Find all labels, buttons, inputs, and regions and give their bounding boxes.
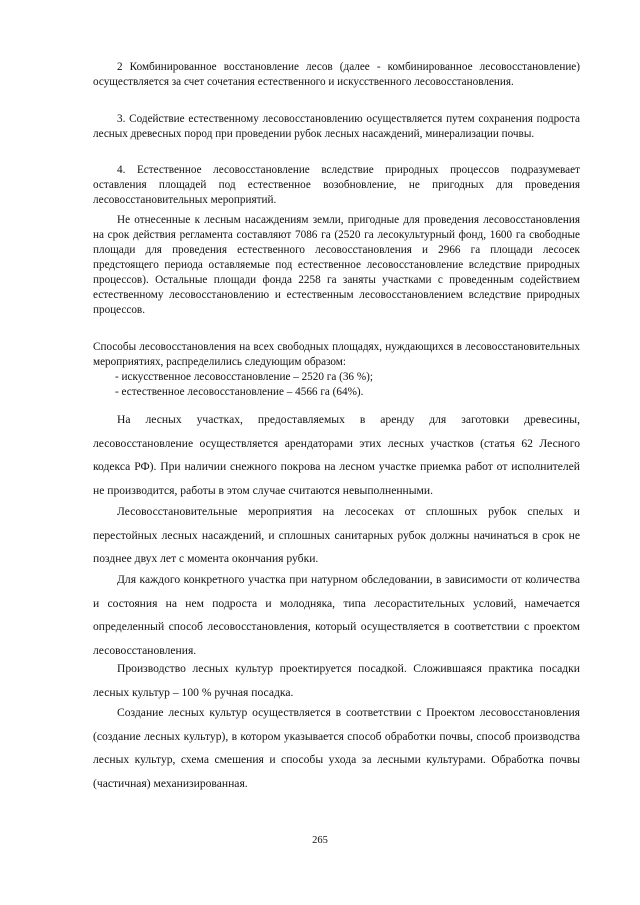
distribution-block — [93, 340, 580, 400]
list-item: - естественное лесовосстановление – 4566 га (64%). — [115, 386, 364, 398]
paragraph-forest-cultures: Создание лесных культур осуществляется в соответствии с Проектом лесовосстановления (создание лесных культур), в котором указывается способ обработки почвы, способ производства лесных культур, схема смешения и способы ухода за лесными культурами. Обработка почвы (частичная) механизированная. — [93, 706, 580, 790]
paragraph-assistance-natural: 3. Содействие естественному лесовосстановлению осуществляется путем сохранения подроста лесных древесных пород при проведении рубок лесных насаждений, минерализации почвы. — [93, 113, 580, 140]
paragraph-site-survey: Для каждого конкретного участка при натурном обследовании, в зависимости от количества и состояния на нем подроста и молодняка, типа лесорастительных условий, намечается определенный способ лесовосстановления, который осуществляется в соответствии с проектом лесовосстановления. — [93, 573, 580, 657]
distribution-lead: Способы лесовосстановления на всех свободных площадях, нуждающихся в лесовосстановительных мероприятиях, распределились следующим образом: — [93, 341, 580, 368]
list-item: - искусственное лесовосстановление – 2520 га (36 %); — [115, 371, 373, 383]
paragraph-planting-practice: Производство лесных культур проектируется посадкой. Сложившаяся практика посадки лесных культур – 100 % ручная посадка. — [93, 662, 580, 699]
distribution-list — [93, 370, 580, 400]
paragraph-lease-restoration: На лесных участках, предоставляемых в аренду для заготовки древесины, лесовосстановление осуществляется арендаторами этих лесных участков (статья 62 Лесного кодекса РФ). При наличии снежного покрова на лесном участке приемка работ от исполнителей не производится, работы в этом случае считаются невыполненными. — [93, 413, 580, 497]
paragraph-natural-restoration: 4. Естественное лесовосстановление вследствие природных процессов подразумевает оставления площадей под естественное возобновление, не пригодных для проведения лесовосстановительных мероприятий. — [93, 164, 580, 206]
paragraph-restoration-deadline: Лесовосстановительные мероприятия на лесосеках от сплошных рубок спелых и перестойных лесных насаждений, и сплошных санитарных рубок должны начинаться в срок не позднее двух лет с момента окончания рубки. — [93, 505, 580, 566]
paragraph-combined-restoration: 2 Комбинированное восстановление лесов (далее - комбинированное лесовосстановление) осуществляется за счет сочетания естественного и искусственного лесовосстановления. — [93, 61, 580, 88]
page-number: 265 — [312, 835, 328, 846]
paragraph-land-area: Не отнесенные к лесным насаждениям земли, пригодные для проведения лесовосстановления на срок действия регламента составляют 7086 га (2520 га лесокультурный фонд, 1600 га свободные площади для проведения естественного лесовосстановления и 2966 га площади лесосек предстоящего периода оставляемые под естественное лесовосстановление вследствие природных процессов). Остальные площади фонда 2258 га заняты участками с проведенным содействием естественному лесовосстановлению и естественным лесовосстановлением вследствие природных процессов. — [93, 214, 580, 316]
